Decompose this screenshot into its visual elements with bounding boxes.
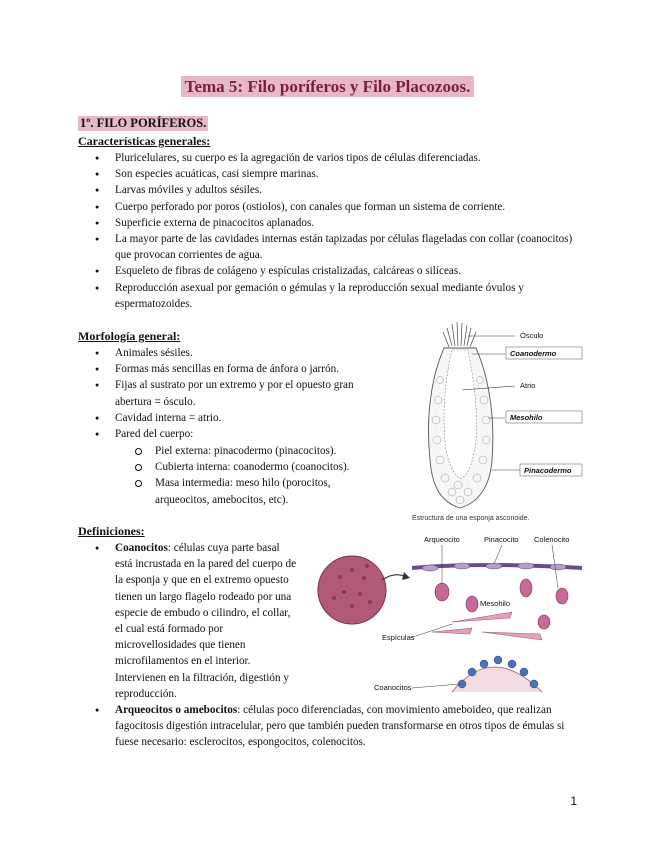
section-heading-poriferos: 1º. FILO PORÍFEROS. [80,116,207,130]
morfologia-list [115,345,377,442]
label-atrio: Atrio [520,381,536,390]
bullet-dot: ● [95,706,100,714]
list-item: ● Esqueleto de fibras de colágeno y espículas cristalizadas, calcáreas o silíceas. [115,263,575,279]
list-item: Cubierta interna: coanodermo (coanocitos). [155,459,380,475]
pared-cuerpo-sublist [155,443,380,508]
page-number: 1 [570,794,577,808]
label-arqueocito: Arqueocito [424,535,460,544]
definiciones-heading: Definiciones: [78,524,145,538]
page-title-wrap [0,77,655,97]
morfologia-heading: Morfología general: [78,329,181,343]
label-pinacodermo: Pinacodermo [524,466,572,475]
label-mesohilo: Mesohilo [510,413,543,422]
label-coanocitos: Coanocitos [374,683,412,692]
list-item: ● Larvas móviles y adultos sésiles. [115,182,575,198]
label-pinacocito: Pinacocito [484,535,519,544]
label-espiculas: Espículas [382,633,415,642]
asconoid-sponge-figure [400,320,590,525]
figure-caption: Estructura de una esponja asconoide. [412,515,530,522]
page-title: Tema 5: Filo poríferos y Filo Placozoos. [181,76,475,97]
definiciones-list-a [115,540,297,702]
label-mesohilo-cells: Mesohilo [480,599,511,608]
list-item: ● Reproducción asexual por gemación o gémulas y la reproducción sexual mediante óvulos y espermatozoides. [115,280,575,312]
definiciones-list-b [95,702,585,751]
list-item: Piel externa: pinacodermo (pinacocitos). [155,443,380,459]
def-coanocitos: : células cuya parte basal está incrustada en la pared del cuerpo de la esponja y que en el extremo opuesto tienen un largo flagelo rodeado por una especie de embudo o cilindro, el collar, el cual está formado por microvellosidades que tienen microfilamentos en el interior. Intervienen en la filtración, digestión y reproducción. [115,542,297,700]
list-item: ● Superficie externa de pinacocitos aplanados. [115,215,575,231]
list-item: ● Pluricelulares, su cuerpo es la agregación de varios tipos de células diferenciadas. [115,150,575,166]
list-item: ● La mayor parte de las cavidades internas están tapizadas por células flageladas con collar (coanocitos) que provocan corrientes de agua. [115,231,575,263]
label-osculo: Ósculo [520,331,544,340]
term-arqueocitos: Arqueocitos o amebocitos [115,704,238,716]
list-item: ● Formas más sencillas en forma de ánfora o jarrón. [115,361,377,377]
list-item [95,702,585,751]
term-coanocitos: Coanocitos [115,542,168,554]
list-item: ● Pared del cuerpo: [115,426,377,442]
list-item [115,540,297,702]
list-item: ● Cavidad interna = atrio. [115,410,377,426]
list-item: ● Cuerpo perforado por poros (ostiolos), con canales que forman un sistema de corriente. [115,199,575,215]
def-arqueocitos: : células poco diferenciadas, con movimiento ameboideo, que realizan fagocitosis digestión intracelular, pero que también pueden transformarse en otros tipos de émulas si fuese necesario: esclerocitos, espongocitos, colenocitos. [115,704,565,749]
label-colenocito: Colenocito [534,535,570,544]
list-item: Masa intermedia: meso hilo (porocitos, arqueocitos, amebocitos, etc). [155,475,380,507]
list-item: ● Animales sésiles. [115,345,377,361]
caracteristicas-list [115,150,575,312]
list-item: ● Fijas al sustrato por un extremo y por el opuesto gran abertura = ósculo. [115,377,377,409]
caracteristicas-heading: Características generales: [78,134,211,148]
sponge-cells-figure [312,532,588,697]
list-item: ● Son especies acuáticas, casi siempre marinas. [115,166,575,182]
label-coanodermo: Coanodermo [510,349,557,358]
